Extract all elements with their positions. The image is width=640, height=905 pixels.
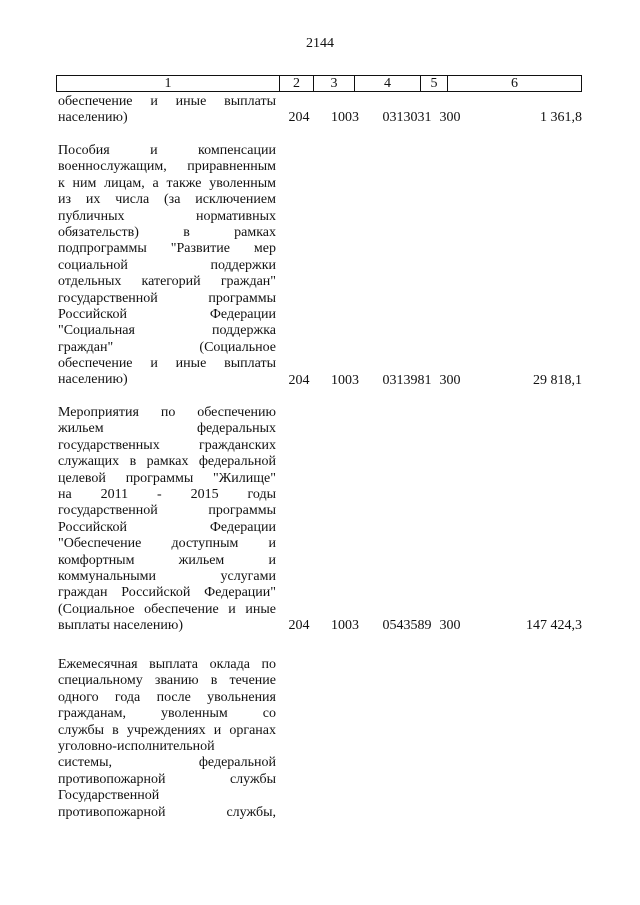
- description-line: специальному званию в течение: [58, 673, 276, 689]
- description-line: Пособия и компенсации: [58, 143, 276, 158]
- description-line: государственной программы: [58, 290, 276, 306]
- podrazdel-cell: 1003: [331, 372, 359, 388]
- description-line: Российской Федерации: [58, 519, 276, 535]
- description-line: Государственной: [58, 788, 160, 804]
- row-codes: [58, 110, 584, 126]
- description-line: публичных нормативных: [58, 208, 276, 224]
- column-header-6: 6: [447, 76, 581, 91]
- description-line: целевой программы "Жилище": [58, 470, 276, 486]
- description-line: противопожарной службы: [58, 771, 276, 787]
- podrazdel-cell: 1003: [331, 618, 359, 634]
- vr-cell: 300: [439, 618, 461, 634]
- description-line: из их числа (за исключением: [58, 192, 276, 208]
- column-header-4: 4: [354, 76, 420, 91]
- podrazdel-cell: 1003: [331, 110, 359, 126]
- description-line: системы, федеральной: [58, 755, 276, 771]
- description-line: отдельных категорий граждан": [58, 274, 276, 290]
- description-line: Мероприятия по обеспечению: [58, 405, 276, 420]
- description-line: подпрограммы "Развитие мер: [58, 241, 276, 257]
- description-line: обеспечение и иные выплаты: [58, 356, 276, 372]
- table-row: [58, 405, 584, 637]
- csr-cell: 0313031: [382, 110, 432, 126]
- description-line: одного года после увольнения: [58, 689, 276, 705]
- description-line: жильем федеральных: [58, 421, 276, 437]
- sum-cell: 147 424,3: [526, 618, 582, 634]
- description-line: военнослужащим, приравненным: [58, 159, 276, 175]
- column-header-2: 2: [279, 76, 313, 91]
- description-line: служащих в рамках федеральной: [58, 454, 276, 470]
- description-line: населению): [58, 372, 128, 388]
- row-codes: [58, 618, 584, 634]
- column-header-3: 3: [313, 76, 354, 91]
- page-number: 2144: [306, 36, 334, 51]
- description-line: службы в учреждениях и органах: [58, 722, 276, 738]
- description-line: "Социальная поддержка: [58, 323, 276, 339]
- description-line: уголовно-исполнительной: [58, 738, 215, 754]
- column-header-5: 5: [420, 76, 447, 91]
- description-line: к ним лицам, а также уволенным: [58, 175, 276, 191]
- description-line: гражданам, уволенным со: [58, 706, 276, 722]
- csr-cell: 0313981: [382, 372, 432, 388]
- row-codes: [58, 373, 584, 389]
- vr-cell: 300: [439, 110, 461, 126]
- csr-cell: 0543589: [382, 618, 432, 634]
- table-row: [58, 143, 584, 391]
- description-line: коммунальными услугами: [58, 568, 276, 584]
- razdel-cell: 204: [288, 618, 310, 634]
- sum-cell: 1 361,8: [540, 110, 582, 126]
- description-line: комфортным жильем и: [58, 552, 276, 568]
- razdel-cell: 204: [288, 372, 310, 388]
- description-line: государственных гражданских: [58, 437, 276, 453]
- row-description: [58, 405, 276, 634]
- row-description: [58, 657, 276, 821]
- description-line: социальной поддержки: [58, 257, 276, 273]
- description-line: противопожарной службы,: [58, 804, 276, 820]
- table-row: [58, 657, 584, 825]
- column-header-1: 1: [164, 76, 172, 91]
- description-line: граждан Российской Федерации": [58, 585, 276, 601]
- description-line: выплаты населению): [58, 618, 183, 634]
- description-line: обязательств) в рамках: [58, 224, 276, 240]
- description-line: (Социальное обеспечение и иные: [58, 601, 276, 617]
- description-line: населению): [58, 110, 128, 126]
- razdel-cell: 204: [288, 110, 310, 126]
- description-line: граждан" (Социальное: [58, 339, 276, 355]
- table-header-row: [56, 75, 582, 92]
- description-line: "Обеспечение доступным и: [58, 536, 276, 552]
- sum-cell: 29 818,1: [533, 372, 582, 388]
- description-line: Российской Федерации: [58, 306, 276, 322]
- table-row: [58, 94, 584, 128]
- vr-cell: 300: [439, 372, 461, 388]
- row-description: [58, 143, 276, 389]
- description-line: обеспечение и иные выплаты: [58, 94, 276, 109]
- description-line: Ежемесячная выплата оклада по: [58, 657, 276, 672]
- description-line: государственной программы: [58, 503, 276, 519]
- description-line: на 2011 - 2015 годы: [58, 486, 276, 502]
